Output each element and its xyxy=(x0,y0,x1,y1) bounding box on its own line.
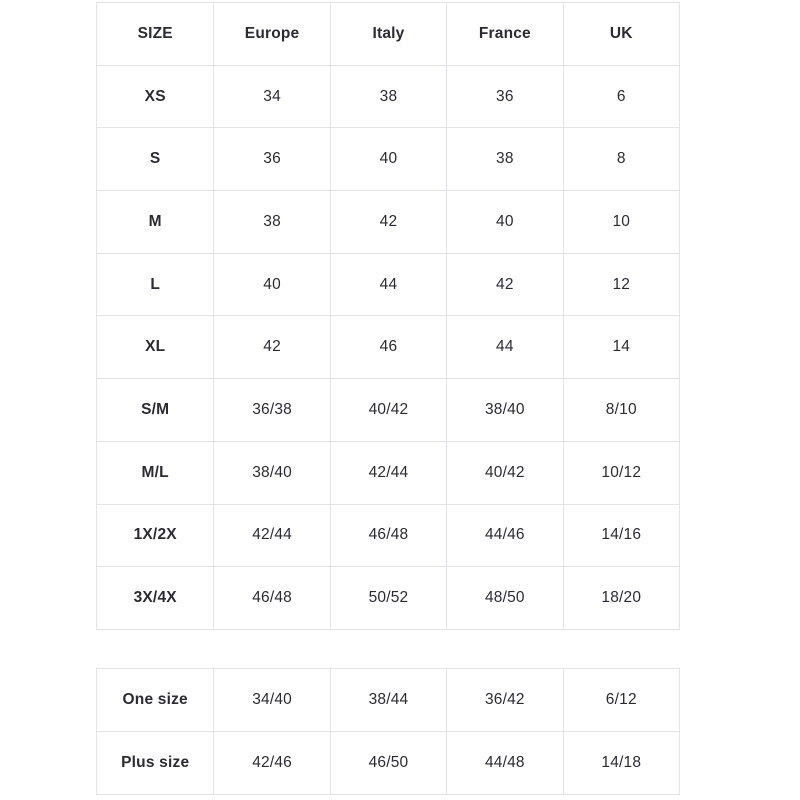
cell-uk: 6 xyxy=(563,65,679,128)
cell-italy: 38/44 xyxy=(330,669,446,732)
column-header-size: SIZE xyxy=(97,3,214,66)
table-body xyxy=(97,669,680,795)
cell-france: 36 xyxy=(447,65,563,128)
cell-italy: 40 xyxy=(330,128,446,191)
cell-france: 44 xyxy=(447,316,563,379)
cell-france: 40/42 xyxy=(447,441,563,504)
cell-france: 36/42 xyxy=(447,669,563,732)
cell-italy: 46/50 xyxy=(330,732,446,795)
cell-italy: 46/48 xyxy=(330,504,446,567)
cell-france: 42 xyxy=(447,253,563,316)
cell-europe: 38 xyxy=(214,191,330,254)
table-row xyxy=(97,567,680,630)
table-header-row xyxy=(97,3,680,66)
cell-uk: 14/16 xyxy=(563,504,679,567)
column-header-europe: Europe xyxy=(214,3,330,66)
column-header-uk: UK xyxy=(563,3,679,66)
cell-europe: 42/44 xyxy=(214,504,330,567)
cell-europe: 46/48 xyxy=(214,567,330,630)
table-row xyxy=(97,669,680,732)
table-row xyxy=(97,65,680,128)
secondary-size-table xyxy=(96,668,680,795)
cell-france: 38 xyxy=(447,128,563,191)
cell-italy: 42/44 xyxy=(330,441,446,504)
row-label: L xyxy=(97,253,214,316)
row-label: 3X/4X xyxy=(97,567,214,630)
secondary-size-table-container xyxy=(96,668,680,795)
cell-uk: 8 xyxy=(563,128,679,191)
row-label: 1X/2X xyxy=(97,504,214,567)
cell-europe: 34 xyxy=(214,65,330,128)
row-label: Plus size xyxy=(97,732,214,795)
cell-europe: 40 xyxy=(214,253,330,316)
cell-uk: 10/12 xyxy=(563,441,679,504)
main-size-table xyxy=(96,2,680,630)
table-header xyxy=(97,3,680,66)
cell-italy: 38 xyxy=(330,65,446,128)
cell-uk: 6/12 xyxy=(563,669,679,732)
cell-uk: 18/20 xyxy=(563,567,679,630)
cell-italy: 40/42 xyxy=(330,379,446,442)
cell-europe: 42/46 xyxy=(214,732,330,795)
table-row xyxy=(97,191,680,254)
cell-europe: 36/38 xyxy=(214,379,330,442)
table-row xyxy=(97,732,680,795)
cell-europe: 42 xyxy=(214,316,330,379)
table-row xyxy=(97,253,680,316)
table-row xyxy=(97,128,680,191)
cell-uk: 8/10 xyxy=(563,379,679,442)
main-size-table-container xyxy=(96,2,680,630)
cell-italy: 44 xyxy=(330,253,446,316)
cell-uk: 10 xyxy=(563,191,679,254)
cell-uk: 14 xyxy=(563,316,679,379)
row-label: S xyxy=(97,128,214,191)
column-header-italy: Italy xyxy=(330,3,446,66)
row-label: M xyxy=(97,191,214,254)
row-label: M/L xyxy=(97,441,214,504)
cell-italy: 42 xyxy=(330,191,446,254)
cell-france: 38/40 xyxy=(447,379,563,442)
cell-italy: 50/52 xyxy=(330,567,446,630)
table-row xyxy=(97,316,680,379)
cell-europe: 34/40 xyxy=(214,669,330,732)
cell-france: 40 xyxy=(447,191,563,254)
column-header-france: France xyxy=(447,3,563,66)
cell-italy: 46 xyxy=(330,316,446,379)
row-label: XL xyxy=(97,316,214,379)
cell-uk: 14/18 xyxy=(563,732,679,795)
table-body xyxy=(97,65,680,629)
row-label: XS xyxy=(97,65,214,128)
cell-france: 44/46 xyxy=(447,504,563,567)
table-row xyxy=(97,504,680,567)
row-label: One size xyxy=(97,669,214,732)
table-row xyxy=(97,379,680,442)
cell-france: 44/48 xyxy=(447,732,563,795)
cell-europe: 38/40 xyxy=(214,441,330,504)
table-row xyxy=(97,441,680,504)
row-label: S/M xyxy=(97,379,214,442)
cell-france: 48/50 xyxy=(447,567,563,630)
cell-uk: 12 xyxy=(563,253,679,316)
cell-europe: 36 xyxy=(214,128,330,191)
